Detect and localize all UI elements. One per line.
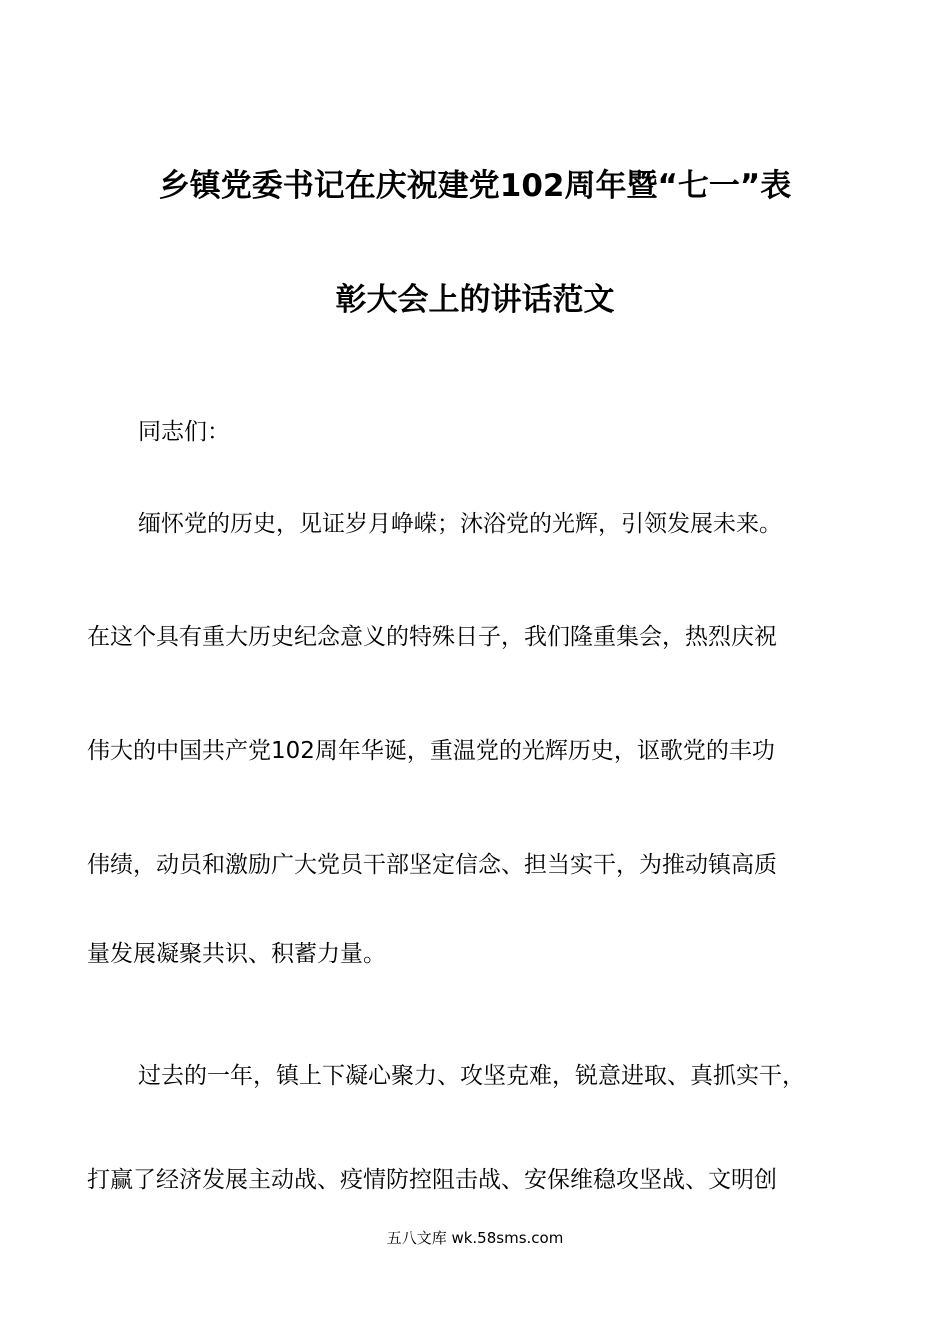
document-title-line-1: 乡镇党委书记在庆祝建党102周年暨“七一”表 bbox=[158, 168, 792, 204]
document-title-line-2: 彰大会上的讲话范文 bbox=[335, 282, 615, 318]
paragraph-1-line-4: 伟绩，动员和激励广大党员干部坚定信念、担当实干，为推动镇高质 bbox=[87, 852, 777, 878]
paragraph-1-line-3: 伟大的中国共产党102周年华诞，重温党的光辉历史，讴歌党的丰功 bbox=[87, 738, 775, 764]
paragraph-2-line-2: 打赢了经济发展主动战、疫情防控阻击战、安保维稳攻坚战、文明创 bbox=[87, 1167, 777, 1193]
salutation: 同志们： bbox=[138, 419, 230, 445]
paragraph-1-line-1: 缅怀党的历史，见证岁月峥嵘；沐浴党的光辉，引领发展未来。 bbox=[138, 511, 782, 537]
paragraph-2-line-1: 过去的一年，镇上下凝心聚力、攻坚克难，锐意进取、真抓实干， bbox=[138, 1063, 805, 1089]
paragraph-1-line-5: 量发展凝聚共识、积蓄力量。 bbox=[87, 941, 386, 967]
footer-watermark: 五八文库 wk.58sms.com bbox=[386, 1229, 564, 1247]
paragraph-1-line-2: 在这个具有重大历史纪念意义的特殊日子，我们隆重集会，热烈庆祝 bbox=[87, 624, 777, 650]
